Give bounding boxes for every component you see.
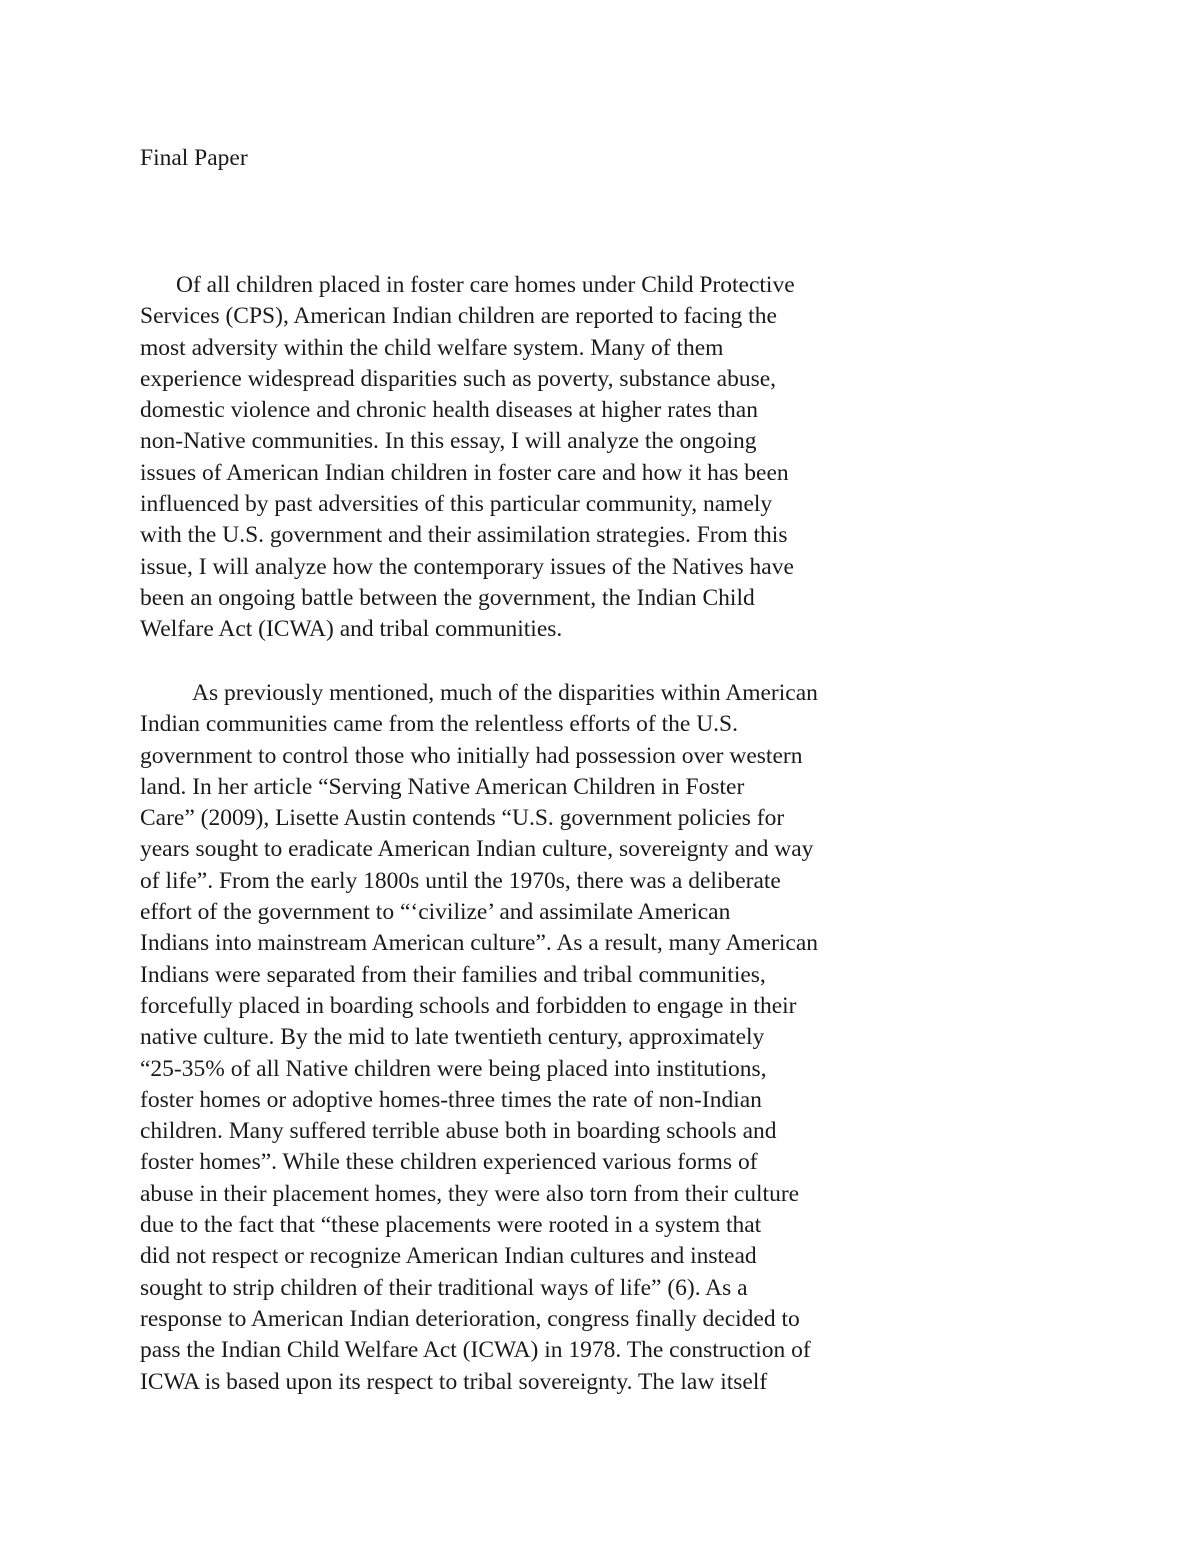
paragraph-line: did not respect or recognize American Indian cultures and instead <box>140 1243 757 1270</box>
paragraph-line: government to control those who initially had possession over western <box>140 742 803 769</box>
paragraph-line: pass the Indian Child Welfare Act (ICWA) in 1978. The construction of <box>140 1337 811 1364</box>
paragraph-line: Services (CPS), American Indian children are reported to facing the <box>140 303 777 330</box>
paragraph-line: “25-35% of all Native children were being placed into institutions, <box>140 1055 767 1082</box>
paragraph-line: of life”. From the early 1800s until the 1970s, there was a deliberate <box>140 867 781 894</box>
paragraph-line: response to American Indian deterioration, congress finally decided to <box>140 1305 800 1332</box>
paragraph-line: due to the fact that “these placements were rooted in a system that <box>140 1212 762 1239</box>
paragraph-line: Welfare Act (ICWA) and tribal communities. <box>140 616 563 643</box>
paragraph-line: issues of American Indian children in foster care and how it has been <box>140 459 789 486</box>
paragraph-line: foster homes”. While these children experienced various forms of <box>140 1149 758 1176</box>
paragraph-line: Indians were separated from their families and tribal communities, <box>140 961 766 988</box>
paragraph-line: foster homes or adoptive homes-three times the rate of non-Indian <box>140 1086 762 1113</box>
paragraph-line: most adversity within the child welfare system. Many of them <box>140 334 724 361</box>
paragraph-line: with the U.S. government and their assimilation strategies. From this <box>140 522 788 549</box>
paragraph-1 <box>140 270 795 646</box>
paragraph-line: Indian communities came from the relentless efforts of the U.S. <box>140 711 738 738</box>
paragraph-line: abuse in their placement homes, they were also torn from their culture <box>140 1180 800 1207</box>
paragraph-line: issue, I will analyze how the contemporary issues of the Natives have <box>140 553 794 580</box>
paragraph-line: Care” (2009), Lisette Austin contends “U.S. government policies for <box>140 805 785 832</box>
paragraph-line: land. In her article “Serving Native American Children in Foster <box>140 773 745 800</box>
paragraph-line: domestic violence and chronic health diseases at higher rates than <box>140 397 758 424</box>
paragraph-line: forcefully placed in boarding schools and forbidden to engage in their <box>140 992 797 1019</box>
paragraph-line: native culture. By the mid to late twentieth century, approximately <box>140 1024 765 1051</box>
paragraph-line: children. Many suffered terrible abuse both in boarding schools and <box>140 1118 777 1145</box>
paragraph-line: ICWA is based upon its respect to tribal sovereignty. The law itself <box>140 1368 768 1395</box>
paragraph-line: sought to strip children of their traditional ways of life” (6). As a <box>140 1274 748 1301</box>
paragraph-2 <box>140 678 818 1398</box>
paragraph-line: Of all children placed in foster care homes under Child Protective <box>176 272 795 298</box>
paragraph-line: As previously mentioned, much of the disparities within American <box>192 680 818 706</box>
paragraph-line: influenced by past adversities of this particular community, namely <box>140 491 773 518</box>
paragraph-line: Indians into mainstream American culture”. As a result, many American <box>140 930 819 957</box>
paragraph-line: non-Native communities. In this essay, I will analyze the ongoing <box>140 428 757 455</box>
paragraph-line: been an ongoing battle between the government, the Indian Child <box>140 584 755 611</box>
paragraph-line: years sought to eradicate American Indian culture, sovereignty and way <box>140 836 814 863</box>
paragraph-line: experience widespread disparities such as poverty, substance abuse, <box>140 365 777 392</box>
document-title: Final Paper <box>140 145 248 171</box>
paragraph-line: effort of the government to “‘civilize’ and assimilate American <box>140 899 731 926</box>
